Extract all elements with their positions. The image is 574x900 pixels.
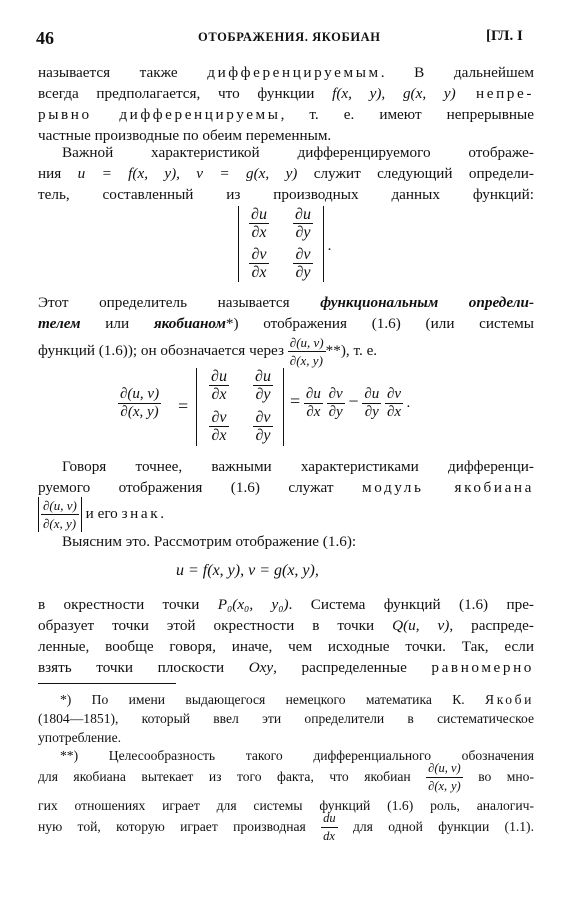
text-line: Говоря точнее, важными характеристиками дифференци- (62, 458, 534, 475)
jacobian-determinant: $\frac{\partial u}{\partial x}$ $\frac{\partial u}{\partial y}$ $\frac{\partial v}{\partial x}$ $\frac{\partial v}{\partial y}$ (238, 206, 324, 282)
math-inline: Oxy (248, 659, 274, 676)
math-inline: P₀(x₀, y₀) (217, 596, 289, 613)
footnote-line: употребление. (38, 730, 122, 745)
footnote-line: гих отношениях играет для системы функций (1.6) роль, аналогич- (38, 798, 534, 813)
text-line: ния u = f(x, y), v = g(x, y) служит следующий определи- (38, 165, 534, 182)
mapping-equation: u = f(x, y), v = g(x, y), (176, 562, 319, 579)
footnote-line: ную той, которую играет производная $\frac{du}{dx}$ для одной функции (1.1). (38, 811, 534, 844)
term-functional-determinant: функциональным определи- (320, 294, 534, 311)
math-inline: u = f(x, y), v = g(x, y) (77, 165, 298, 182)
spaced-term: равномерно (431, 659, 534, 676)
footnote-line: **) Целесообразность такого дифференциального обозначения (60, 748, 534, 763)
spaced-term: дифференцируемым (207, 64, 381, 81)
math-inline: Q(u, v) (392, 617, 450, 634)
jacobian-determinant-2: $\frac{\partial u}{\partial x}$ $\frac{\partial u}{\partial y}$ $\frac{\partial v}{\partial x}$ $\frac{\partial v}{\partial y}$ (196, 368, 284, 446)
math-inline: f(x, y), g(x, y) (332, 85, 456, 102)
text-line: рывно дифференцируемы, т. е. имеют непрерывные (38, 106, 534, 123)
text-line: взять точки плоскости Oxy, распределенные равномерно (38, 659, 534, 676)
footnote-line: *) По имени выдающегося немецкого математика К. Якоби (60, 692, 534, 707)
running-title: ОТОБРАЖЕНИЯ. ЯКОБИАН (198, 30, 381, 44)
spaced-term: модуль якобиана (361, 479, 534, 496)
text-line: частные производные по обеим переменным. (38, 127, 332, 144)
jacobian-expansion: = $\frac{\partial u}{\partial x}$ $\frac{\partial v}{\partial y}$ − $\frac{\partial u}{\partial y}$ $\frac{\partial v}{\partial x}$ . (290, 386, 411, 420)
term-jacobian: якобианом (153, 315, 226, 332)
text-line: Выясним это. Рассмотрим отображение (1.6): (62, 533, 357, 550)
text-line: называется также дифференцируемым. В дальнейшем (38, 64, 534, 81)
chapter-marker: [ГЛ. I (486, 28, 523, 44)
text-line: образует точки этой окрестности в точки Q(u, v), распреде- (38, 617, 534, 634)
footnote-line: для якобиана вытекает из того факта, что якобиан $\frac{\partial(u, v)}{\partial(x, y)}$ во мно- (38, 761, 535, 794)
spaced-term: рывно дифференцируемы (38, 106, 281, 123)
text-line: Этот определитель называется функциональным определи- (38, 294, 534, 311)
footnote-rule (38, 683, 176, 684)
text-line: в окрестности точки P₀(x₀, y₀). Система функций (1.6) пре- (38, 596, 534, 613)
text-line: $\frac{\partial(u, v)}{\partial(x, y)}$ и его знак. (38, 497, 534, 533)
text-line: Важной характеристикой дифференцируемого отображе- (62, 144, 534, 161)
jacobian-lhs: $\frac{\partial(u, v)}{\partial(x, y)}$ (120, 386, 160, 420)
book-page: 46 ОТОБРАЖЕНИЯ. ЯКОБИАН [ГЛ. I называется также дифференцируемым. В дальнейшем всегда предполагается, что функции f(x, y), g(x, y) непре- рывно дифференцируемы, т. е. имеют непрерывные частные производные по обеим переменным. Важной характеристикой дифференцируемого отображе- ния u = f(x, y), v = g(x, y) служит следующий определи- тель, составленный из производных данных функций: $\frac{\partial u}{\partial x}$ $\frac{\partial u}{\partial y}$ $\frac{\partial v}{\partial x}$ $\frac{\partial v}{\partial y}$ . Этот определитель называется функциональным определи- телем или якобианом*) отображения (1.6) (или системы функций (1.6)); он обозначается через $\frac{\partial(u, v)}{\partial(x, y)}$ **), т. е. $\frac{\partial(u, v)}{\partial(x, y)}$ = $\frac{\partial u}{\partial x}$ $\frac{\partial u}{\partial y}$ $\frac{\partial v}{\partial x}$ $\frac{\partial v}{\partial y}$ = $\frac{\partial u}{\partial x}$ $\frac{\partial v}{\partial y}$ − $\frac{\partial u}{\partial y}$ $\frac{\partial v}{\partial x}$ . Говоря точнее, важными характеристиками дифференци- руемого отображения (1.6) служат модуль якобиана $\frac{\partial(u, v)}{\partial(x, y)}$ и его знак. Выясним это. Рассмотрим отображение (1.6): u = f(x, y), v = g(x, y), в окрестности точки P₀(x₀, y₀). Система функций (1.6) пре- образует точки этой окрестности в точки Q(u, v), распреде- ленные, вообще говоря, иначе, чем исходные точки. Так, если взять точки плоскости Oxy, распределенные равномерно *) По имени выдающегося немецкого математика К. Якоби (1804—1851), который ввел эти определители в систематическое употребление. **) Целесообразность такого дифференциального обозначения для якобиана вытекает из того факта, что якобиан $\frac{\partial(u, v)}{\partial(x, y)}$ во мно- гих отношениях играет для системы функций (1.6) роль, аналогич- ную той, которую играет производная $\frac{du}{dx}$ для одной функции (1.1). (0, 0, 574, 900)
text-line: телем или якобианом*) отображения (1.6) (или системы (38, 315, 534, 332)
text-line: ленные, вообще говоря, иначе, чем исходные точки. Так, если (38, 638, 534, 655)
page-number: 46 (36, 28, 54, 48)
text-line: функций (1.6)); он обозначается через $\frac{\partial(u, v)}{\partial(x, y)}$ **), т. е. (38, 335, 378, 369)
footnote-line: (1804—1851), который ввел эти определители в систематическое (38, 711, 534, 726)
text-line: руемого отображения (1.6) служат модуль якобиана (38, 479, 534, 496)
text-line: тель, составленный из производных данных функций: (38, 186, 534, 203)
text-line: всегда предполагается, что функции f(x, y), g(x, y) непре- (38, 85, 534, 102)
